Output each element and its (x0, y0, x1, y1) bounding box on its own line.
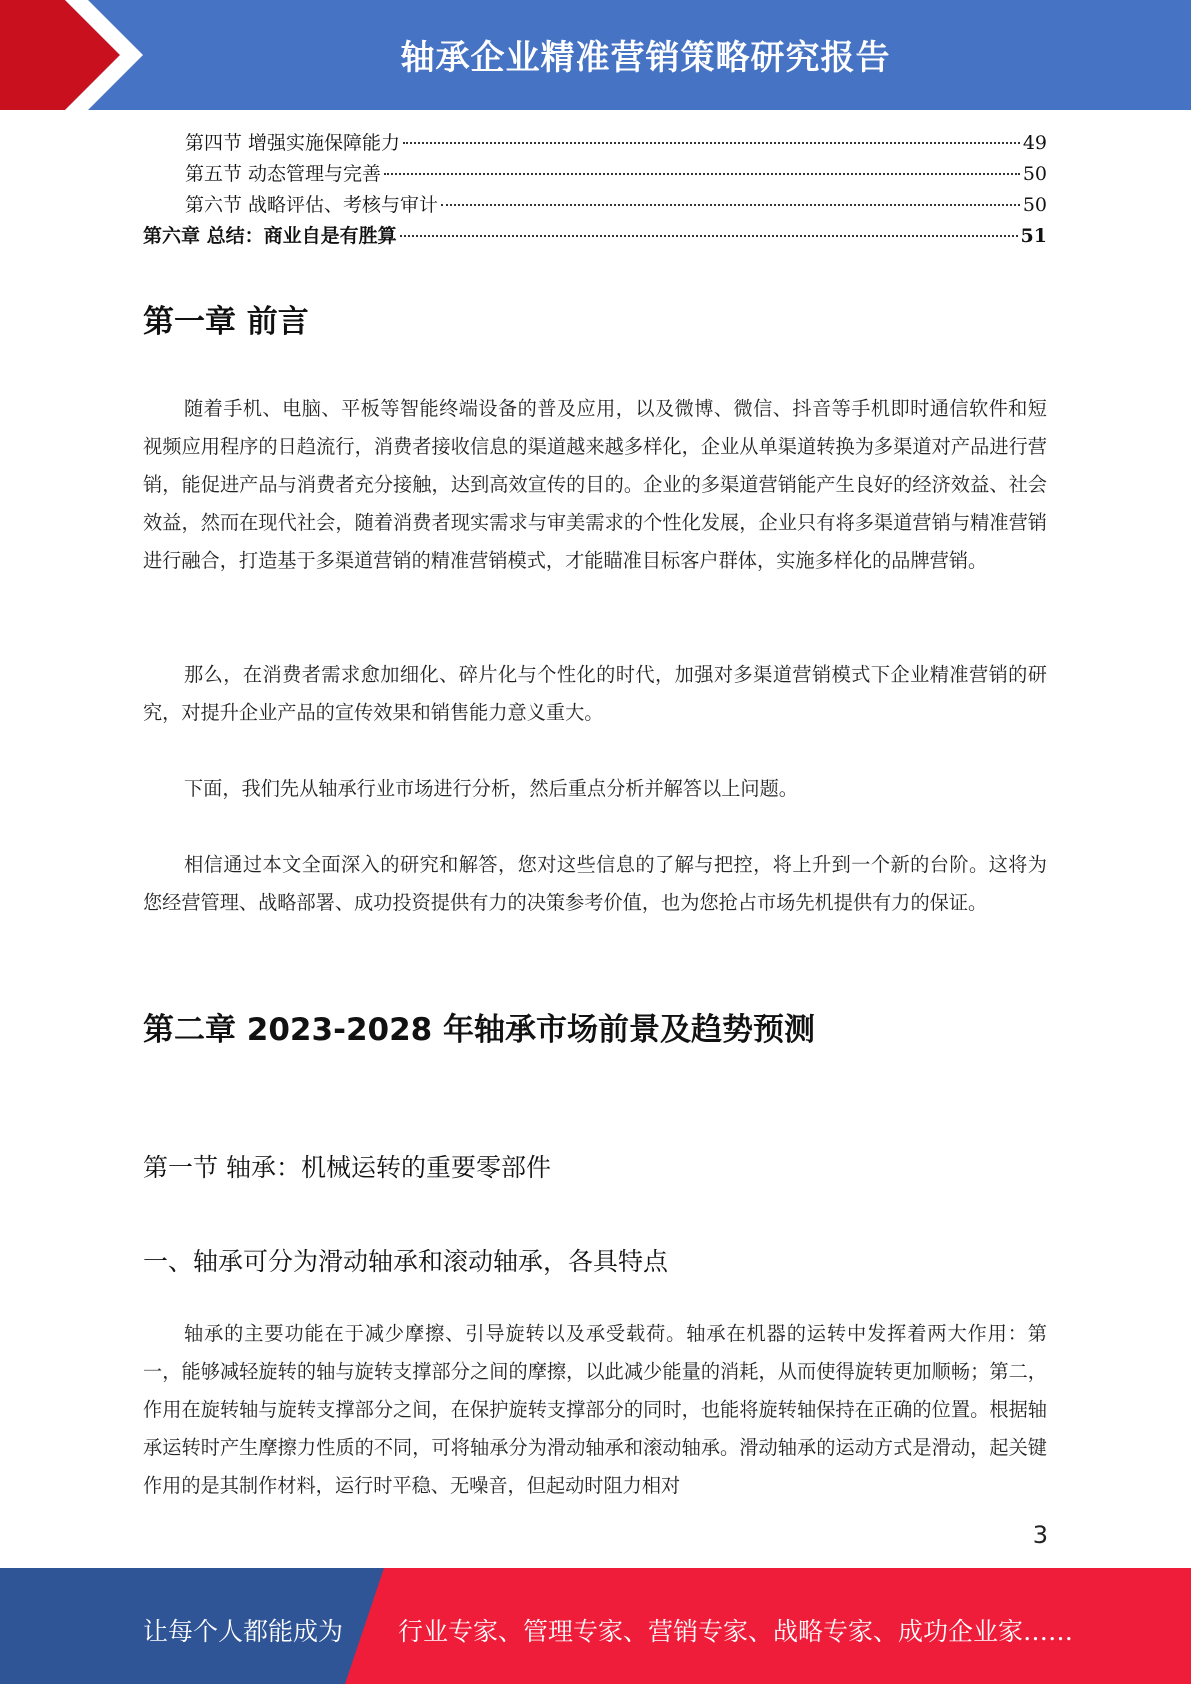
page-header (0, 0, 1191, 110)
body-paragraph: 那么，在消费者需求愈加细化、碎片化与个性化的时代，加强对多渠道营销模式下企业精准营销的研究，对提升企业产品的宣传效果和销售能力意义重大。 (143, 663, 1047, 724)
toc-entry-label: 第六节 战略评估、考核与审计 (185, 194, 439, 216)
toc-entry-chapter[interactable] (143, 221, 1047, 252)
body-paragraph: 相信通过本文全面深入的研究和解答，您对这些信息的了解与把控，将上升到一个新的台阶。这将为您经营管理、战略部署、成功投资提供有力的决策参考价值，也为您抢占市场先机提供有力的保证。 (143, 853, 1047, 914)
toc-entry-label: 第五节 动态管理与完善 (185, 163, 382, 185)
section-heading: 第一节 轴承：机械运转的重要零部件 (143, 1153, 551, 1182)
chapter-heading: 第二章 2023-2028 年轴承市场前景及趋势预测 (143, 1012, 816, 1048)
toc-entry[interactable] (143, 159, 1047, 190)
header-title: 轴承企业精准营销策略研究报告 (400, 38, 891, 78)
toc-entry-page: 50 (1022, 163, 1047, 185)
toc-leader-dots (400, 235, 1018, 237)
page-number: 3 (1032, 1521, 1048, 1549)
toc-entry-page: 49 (1022, 132, 1047, 154)
subsection-heading: 一、轴承可分为滑动轴承和滚动轴承，各具特点 (143, 1247, 669, 1276)
chapter-heading: 第一章 前言 (143, 304, 309, 340)
toc-leader-dots (441, 204, 1020, 206)
table-of-contents (143, 128, 1047, 252)
footer-slogan-left: 让每个人都能成为 (143, 1617, 344, 1646)
body-paragraph: 随着手机、电脑、平板等智能终端设备的普及应用，以及微博、微信、抖音等手机即时通信软件和短视频应用程序的日趋流行，消费者接收信息的渠道越来越多样化，企业从单渠道转换为多渠道对产品进行营销，能促进产品与消费者充分接触，达到高效宣传的目的。企业的多渠道营销能产生良好的经济效益、社会效益，然而在现代社会，随着消费者现实需求与审美需求的个性化发展，企业只有将多渠道营销与精准营销进行融合，打造基于多渠道营销的精准营销模式，才能瞄准目标客户群体，实施多样化的品牌营销。 (143, 397, 1047, 572)
toc-entry[interactable] (143, 190, 1047, 221)
toc-entry-label: 第六章 总结：商业自是有胜算 (143, 225, 397, 247)
body-paragraph: 下面，我们先从轴承行业市场进行分析，然后重点分析并解答以上问题。 (184, 777, 798, 800)
toc-leader-dots (403, 142, 1020, 144)
toc-entry-label: 第四节 增强实施保障能力 (185, 132, 401, 154)
toc-entry-page: 50 (1022, 194, 1047, 216)
footer-slogan-right: 行业专家、管理专家、营销专家、战略专家、成功企业家…… (398, 1617, 1074, 1646)
toc-entry[interactable] (143, 128, 1047, 159)
toc-entry-page: 51 (1020, 225, 1047, 247)
body-paragraph: 轴承的主要功能在于减少摩擦、引导旋转以及承受载荷。轴承在机器的运转中发挥着两大作用：第一，能够减轻旋转的轴与旋转支撑部分之间的摩擦，以此减少能量的消耗，从而使得旋转更加顺畅；第二，作用在旋转轴与旋转支撑部分之间，在保护旋转支撑部分的同时，也能将旋转轴保持在正确的位置。根据轴承运转时产生摩擦力性质的不同，可将轴承分为滑动轴承和滚动轴承。滑动轴承的运动方式是滑动，起关键作用的是其制作材料，运行时平稳、无噪音，但起动时阻力相对 (143, 1322, 1047, 1497)
toc-leader-dots (384, 173, 1020, 175)
